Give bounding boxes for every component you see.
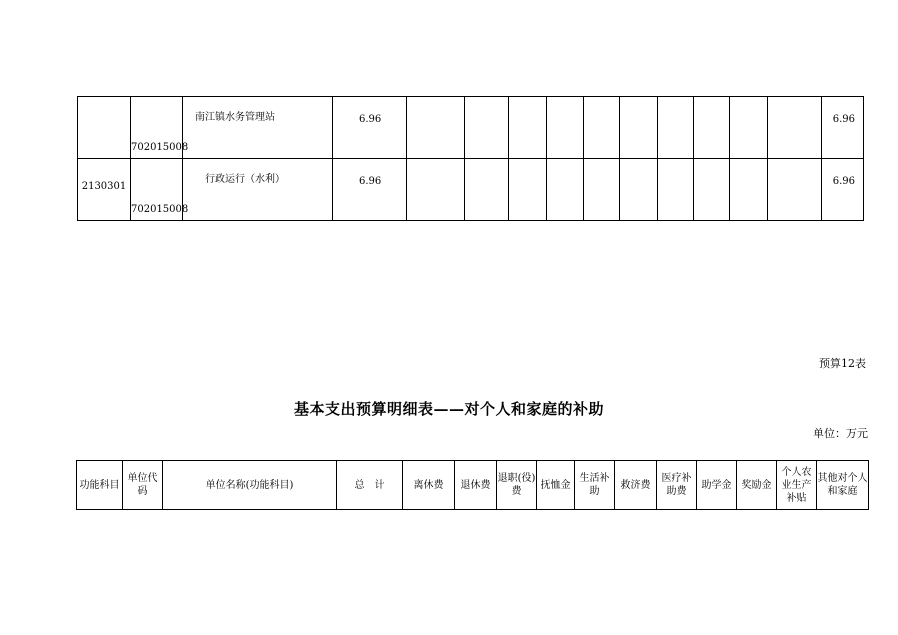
last-value-cell: 6.96 xyxy=(822,159,864,221)
header-cell: 个人农业生产补贴 xyxy=(777,461,817,510)
header-cell: 离休费 xyxy=(403,461,455,510)
page-title: 基本支出预算明细表——对个人和家庭的补助 xyxy=(293,400,604,418)
table-row xyxy=(78,97,864,159)
header-cell: 抚恤金 xyxy=(537,461,575,510)
header-cell: 退休费 xyxy=(455,461,497,510)
header-cell: 退职(役)费 xyxy=(497,461,537,510)
header-cell: 单位名称(功能科目) xyxy=(163,461,337,510)
header-row xyxy=(77,461,869,510)
header-cell: 生活补助 xyxy=(575,461,615,510)
header-table xyxy=(76,460,869,510)
last-value-cell: 6.96 xyxy=(822,97,864,159)
func-code-cell xyxy=(78,97,131,159)
form-number: 预算12表 xyxy=(819,357,866,370)
unit-name-cell: 南江镇水务管理站 xyxy=(183,97,333,159)
header-cell: 医疗补助费 xyxy=(657,461,697,510)
header-cell: 助学金 xyxy=(697,461,737,510)
table-row xyxy=(78,159,864,221)
header-cell: 功能科目 xyxy=(77,461,123,510)
top-detail-table xyxy=(77,96,864,221)
header-cell: 其他对个人和家庭 xyxy=(817,461,869,510)
unit-label: 单位：万元 xyxy=(813,427,868,440)
header-cell: 救济费 xyxy=(615,461,657,510)
total-cell: 6.96 xyxy=(333,159,407,221)
header-cell: 奖励金 xyxy=(737,461,777,510)
unit-name-cell: 行政运行（水利） xyxy=(183,159,333,221)
header-cell: 总 计 xyxy=(337,461,403,510)
unit-code-cell: 702015008 xyxy=(131,159,183,221)
func-code-cell: 2130301 xyxy=(78,159,131,221)
total-cell: 6.96 xyxy=(333,97,407,159)
header-cell: 单位代码 xyxy=(123,461,163,510)
unit-code-cell: 702015008 xyxy=(131,97,183,159)
